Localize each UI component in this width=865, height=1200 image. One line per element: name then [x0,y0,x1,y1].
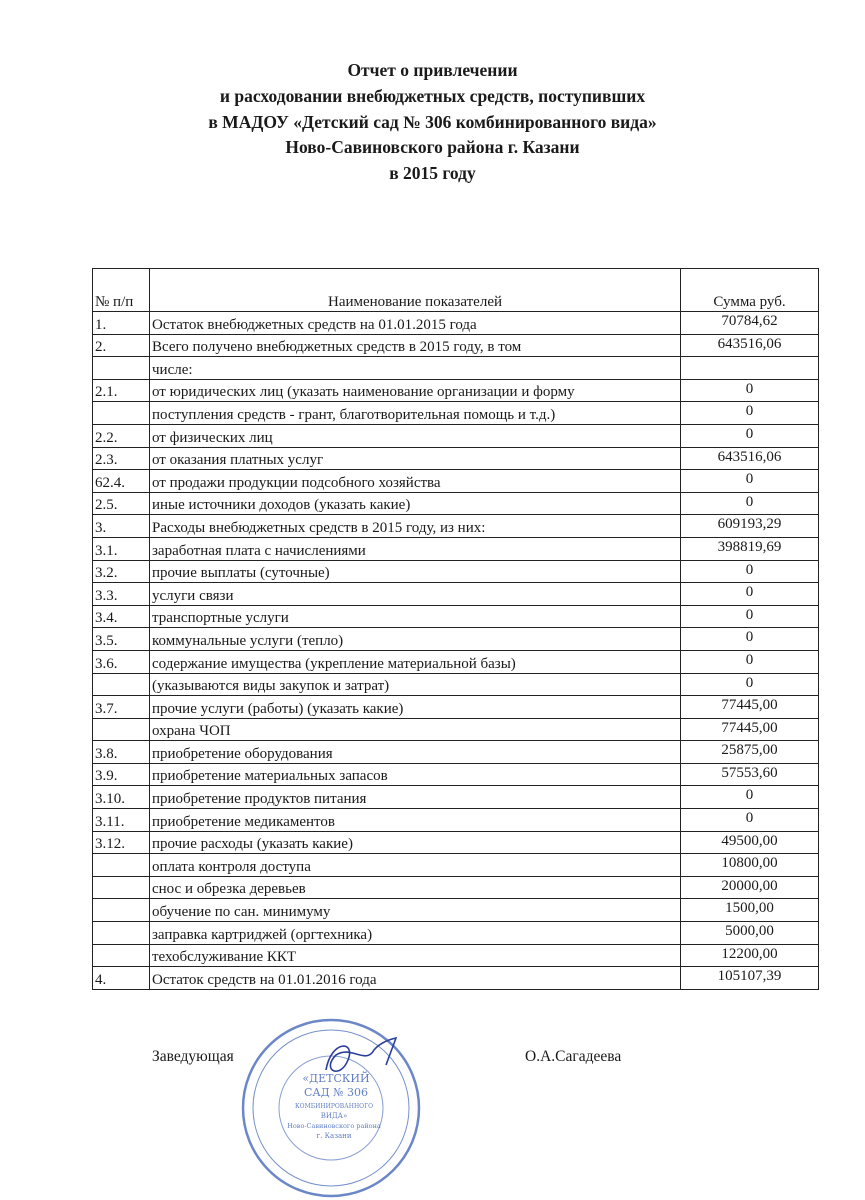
row-name: поступления средств - грант, благотворительная помощь и т.д.) [150,402,681,425]
row-sum: 70784,62 [681,312,819,335]
row-sum: 0 [681,583,819,606]
row-name: оплата контроля доступа [150,854,681,877]
row-number: 2. [93,334,150,357]
row-sum: 609193,29 [681,515,819,538]
table-row [93,741,819,764]
row-number: 2.5. [93,492,150,515]
row-sum: 0 [681,424,819,447]
table-row [93,944,819,967]
handwritten-signature [326,1038,396,1071]
row-number: 3.4. [93,605,150,628]
table-row [93,560,819,583]
row-name: Остаток внебюджетных средств на 01.01.2015 года [150,312,681,335]
row-name: обучение по сан. минимуму [150,899,681,922]
title-line: Ново-Савиновского района г. Казани [285,137,580,158]
row-name: Всего получено внебюджетных средств в 2015 году, в том [150,334,681,357]
table-row [93,515,819,538]
signatory-position: Заведующая [152,1048,234,1065]
row-sum: 0 [681,809,819,832]
row-number: 3.9. [93,763,150,786]
row-number: 62.4. [93,470,150,493]
row-number: 1. [93,312,150,335]
stamp-text: КОМБИНИРОВАННОГО [295,1103,373,1110]
row-sum: 5000,00 [681,922,819,945]
table-row [93,470,819,493]
title-line: в 2015 году [389,163,476,184]
row-name: снос и обрезка деревьев [150,876,681,899]
row-sum: 643516,06 [681,334,819,357]
row-sum: 57553,60 [681,763,819,786]
row-name: услуги связи [150,583,681,606]
row-number [93,922,150,945]
row-name: транспортные услуги [150,605,681,628]
row-sum: 20000,00 [681,876,819,899]
row-number: 3.3. [93,583,150,606]
row-sum: 0 [681,379,819,402]
row-name: от продажи продукции подсобного хозяйства [150,470,681,493]
row-sum: 1500,00 [681,899,819,922]
row-number: 2.1. [93,379,150,402]
stamp-text: г. Казани [316,1132,352,1140]
row-number: 3.11. [93,809,150,832]
table-row [93,605,819,628]
row-sum: 0 [681,402,819,425]
official-stamp [236,1010,436,1200]
row-sum: 0 [681,673,819,696]
report-title [0,58,865,187]
row-sum: 77445,00 [681,718,819,741]
title-line: в МАДОУ «Детский сад № 306 комбинированного вида» [208,111,657,132]
row-sum: 10800,00 [681,854,819,877]
row-number [93,854,150,877]
row-number: 3.8. [93,741,150,764]
row-sum: 25875,00 [681,741,819,764]
row-number [93,944,150,967]
table-row [93,854,819,877]
row-name: приобретение продуктов питания [150,786,681,809]
row-name: прочие услуги (работы) (указать какие) [150,696,681,719]
table-row [93,718,819,741]
table-row [93,447,819,470]
row-name: приобретение материальных запасов [150,763,681,786]
stamp-text: ВИДА» [320,1112,348,1120]
header-number: № п/п [93,269,150,312]
row-name: иные источники доходов (указать какие) [150,492,681,515]
row-number: 3.1. [93,537,150,560]
report-table [92,268,819,990]
row-name: от физических лиц [150,424,681,447]
table-row [93,424,819,447]
row-name: техобслуживание ККТ [150,944,681,967]
signatory-name: О.А.Сагадеева [525,1048,622,1065]
table-row [93,696,819,719]
row-number: 3. [93,515,150,538]
table-row [93,357,819,380]
row-number: 2.3. [93,447,150,470]
row-name: приобретение оборудования [150,741,681,764]
row-number [93,673,150,696]
row-number [93,899,150,922]
row-name: содержание имущества (укрепление материальной базы) [150,650,681,673]
row-name: Остаток средств на 01.01.2016 года [150,967,681,990]
row-name: числе: [150,357,681,380]
row-name: прочие выплаты (суточные) [150,560,681,583]
row-sum: 12200,00 [681,944,819,967]
table-row [93,650,819,673]
row-name: от юридических лиц (указать наименование организации и форму [150,379,681,402]
row-name: (указываются виды закупок и затрат) [150,673,681,696]
row-sum: 49500,00 [681,831,819,854]
title-line: Отчет о привлечении [347,60,518,80]
table-row [93,763,819,786]
row-sum: 77445,00 [681,696,819,719]
row-sum: 0 [681,605,819,628]
table-header-row [93,269,819,312]
stamp-text: САД № 306 [303,1086,369,1099]
table-row [93,967,819,990]
table-row [93,786,819,809]
table-row [93,628,819,651]
table-row [93,492,819,515]
row-number: 3.7. [93,696,150,719]
row-sum: 0 [681,650,819,673]
row-number: 2.2. [93,424,150,447]
row-name: коммунальные услуги (тепло) [150,628,681,651]
row-sum: 643516,06 [681,447,819,470]
table-row [93,876,819,899]
table-row [93,899,819,922]
row-sum [681,357,819,380]
stamp-text: «ДЕТСКИЙ [302,1072,370,1085]
header-sum: Сумма руб. [681,269,819,312]
row-number [93,876,150,899]
table-row [93,673,819,696]
row-number: 3.6. [93,650,150,673]
table-row [93,312,819,335]
table-row [93,809,819,832]
row-number [93,357,150,380]
row-sum: 0 [681,786,819,809]
row-name: охрана ЧОП [150,718,681,741]
row-name: заправка картриджей (оргтехника) [150,922,681,945]
row-sum: 0 [681,560,819,583]
row-sum: 0 [681,628,819,651]
table-row [93,537,819,560]
table-row [93,922,819,945]
row-number: 3.2. [93,560,150,583]
row-sum: 0 [681,492,819,515]
row-sum: 0 [681,470,819,493]
row-name: прочие расходы (указать какие) [150,831,681,854]
row-number: 4. [93,967,150,990]
row-name: заработная плата с начислениями [150,537,681,560]
row-sum: 105107,39 [681,967,819,990]
row-sum: 398819,69 [681,537,819,560]
row-name: приобретение медикаментов [150,809,681,832]
table-row [93,831,819,854]
title-line: и расходовании внебюджетных средств, поступивших [219,85,646,106]
row-number: 3.10. [93,786,150,809]
header-name: Наименование показателей [150,269,681,312]
row-number: 3.5. [93,628,150,651]
table-row [93,379,819,402]
table-row [93,334,819,357]
row-name: Расходы внебюджетных средств в 2015 году, из них: [150,515,681,538]
row-number [93,718,150,741]
table-row [93,583,819,606]
table-row [93,402,819,425]
row-number [93,402,150,425]
row-name: от оказания платных услуг [150,447,681,470]
row-number: 3.12. [93,831,150,854]
stamp-text: Ново-Савиновского района [287,1122,381,1130]
